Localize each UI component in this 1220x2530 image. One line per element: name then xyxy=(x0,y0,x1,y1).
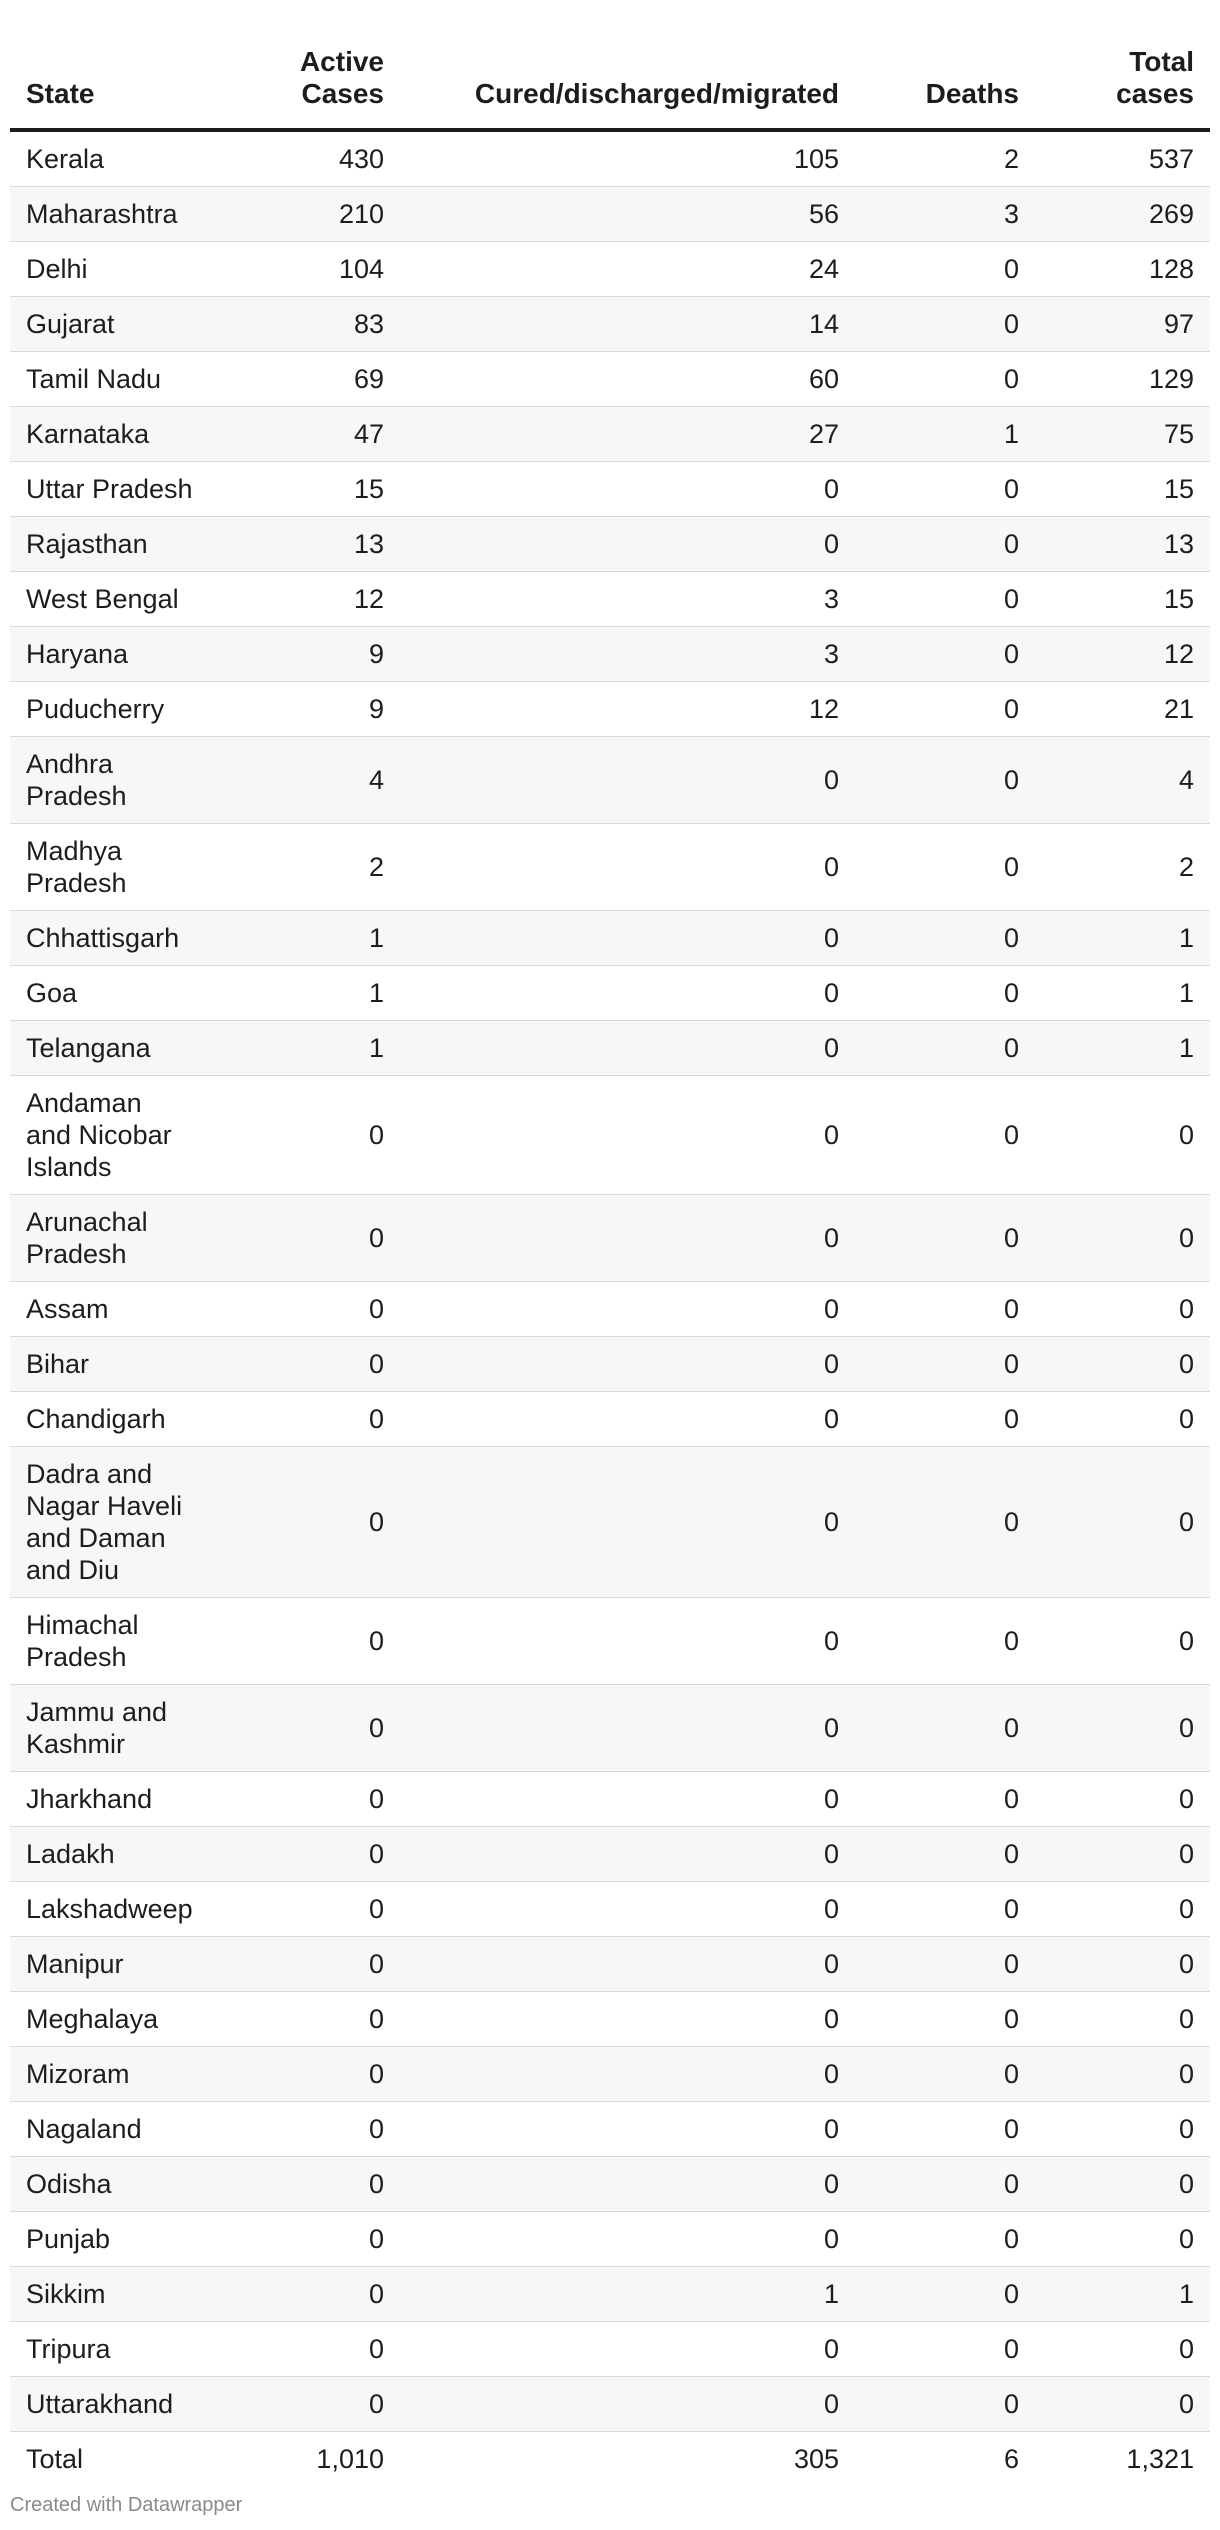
cell-state: Lakshadweep xyxy=(10,1882,210,1937)
column-header-cured[interactable]: Cured/discharged/migrated xyxy=(400,10,855,130)
cell-cured: 0 xyxy=(400,1937,855,1992)
cell-deaths: 0 xyxy=(855,2047,1035,2102)
cell-deaths: 0 xyxy=(855,682,1035,737)
data-table xyxy=(10,10,1210,2486)
cell-state: Nagaland xyxy=(10,2102,210,2157)
cell-cured: 0 xyxy=(400,2212,855,2267)
table-row xyxy=(10,517,1210,572)
cell-active-cases: 0 xyxy=(210,2047,400,2102)
cell-total-cases: 1 xyxy=(1035,1021,1210,1076)
cell-deaths: 0 xyxy=(855,911,1035,966)
table-row xyxy=(10,627,1210,682)
cell-total-cases: 1 xyxy=(1035,911,1210,966)
datawrapper-credit[interactable]: Created with Datawrapper xyxy=(10,2494,243,2516)
cell-total-cases: 0 xyxy=(1035,1076,1210,1195)
cell-deaths: 3 xyxy=(855,187,1035,242)
cell-active-cases: 0 xyxy=(210,1076,400,1195)
cell-active-cases: 0 xyxy=(210,2212,400,2267)
table-row xyxy=(10,2267,1210,2322)
cell-cured: 3 xyxy=(400,627,855,682)
cell-state: Tamil Nadu xyxy=(10,352,210,407)
cell-state: Telangana xyxy=(10,1021,210,1076)
cell-deaths: 0 xyxy=(855,1447,1035,1598)
cell-total-cases: 0 xyxy=(1035,1195,1210,1282)
cell-total-cases: 1 xyxy=(1035,966,1210,1021)
cell-total-cases: 0 xyxy=(1035,1447,1210,1598)
cell-deaths: 0 xyxy=(855,1392,1035,1447)
cell-active-cases: 4 xyxy=(210,737,400,824)
cell-total-cases: 15 xyxy=(1035,572,1210,627)
cell-state: Uttarakhand xyxy=(10,2377,210,2432)
column-header-total-cases[interactable]: Total cases xyxy=(1035,10,1210,130)
cell-state: Delhi xyxy=(10,242,210,297)
cell-cured: 0 xyxy=(400,966,855,1021)
cell-total-cases: 97 xyxy=(1035,297,1210,352)
cell-state: Chandigarh xyxy=(10,1392,210,1447)
cell-total-cases: 0 xyxy=(1035,1685,1210,1772)
cell-state: Ladakh xyxy=(10,1827,210,1882)
table-row xyxy=(10,1447,1210,1598)
cell-cured: 0 xyxy=(400,1827,855,1882)
header-row xyxy=(10,10,1210,130)
cell-total-cases: 129 xyxy=(1035,352,1210,407)
cell-total-cases: 0 xyxy=(1035,1392,1210,1447)
table-row xyxy=(10,737,1210,824)
column-header-state[interactable]: State xyxy=(10,10,210,130)
cell-active-cases: 1 xyxy=(210,911,400,966)
cell-total-cases: 75 xyxy=(1035,407,1210,462)
cell-active-cases: 0 xyxy=(210,2157,400,2212)
cell-cured: 0 xyxy=(400,2322,855,2377)
cell-cured: 0 xyxy=(400,517,855,572)
table-row xyxy=(10,1772,1210,1827)
cell-state: Rajasthan xyxy=(10,517,210,572)
cell-cured: 0 xyxy=(400,1021,855,1076)
cell-state: Andhra Pradesh xyxy=(10,737,210,824)
cell-active-cases: 0 xyxy=(210,1447,400,1598)
cell-deaths: 0 xyxy=(855,1937,1035,1992)
cell-state: Jharkhand xyxy=(10,1772,210,1827)
cell-active-cases: 0 xyxy=(210,1827,400,1882)
cell-cured: 0 xyxy=(400,2102,855,2157)
cell-cured: 0 xyxy=(400,1195,855,1282)
cell-deaths: 0 xyxy=(855,737,1035,824)
cell-total-cases: 0 xyxy=(1035,1937,1210,1992)
totals-label: Total xyxy=(26,2444,84,2474)
table-row xyxy=(10,2047,1210,2102)
cell-total-cases: 13 xyxy=(1035,517,1210,572)
column-header-deaths[interactable]: Deaths xyxy=(855,10,1035,130)
cell-cured: 0 xyxy=(400,1598,855,1685)
cell-total-cases: 2 xyxy=(1035,824,1210,911)
table-row xyxy=(10,1021,1210,1076)
cell-active-cases: 2 xyxy=(210,824,400,911)
cell-active-cases: 0 xyxy=(210,1598,400,1685)
cell-deaths: 0 xyxy=(855,2267,1035,2322)
cell-state: Chhattisgarh xyxy=(10,911,210,966)
cell-total-cases: 0 xyxy=(1035,2102,1210,2157)
cell-deaths: 1 xyxy=(855,407,1035,462)
cell-cured: 0 xyxy=(400,2157,855,2212)
cell-active-cases: 0 xyxy=(210,2322,400,2377)
cell-active-cases: 0 xyxy=(210,2267,400,2322)
cell-total-cases: 0 xyxy=(1035,1992,1210,2047)
cell-total-cases: 0 xyxy=(1035,1827,1210,1882)
cell-state: Odisha xyxy=(10,2157,210,2212)
table-row xyxy=(10,1685,1210,1772)
totals-row xyxy=(10,2432,1210,2487)
cell-deaths: 0 xyxy=(855,1021,1035,1076)
cell-deaths: 0 xyxy=(855,824,1035,911)
cell-deaths: 0 xyxy=(855,627,1035,682)
cell-cured: 0 xyxy=(400,2377,855,2432)
cell-cured: 3 xyxy=(400,572,855,627)
cell-total-cases: 0 xyxy=(1035,2377,1210,2432)
cell-active-cases: 0 xyxy=(210,1772,400,1827)
cell-deaths: 0 xyxy=(855,1772,1035,1827)
cell-state: Sikkim xyxy=(10,2267,210,2322)
cell-active-cases: 0 xyxy=(210,1937,400,1992)
cell-state: Bihar xyxy=(10,1337,210,1392)
totals-cured: 305 xyxy=(793,2444,839,2474)
table-row xyxy=(10,824,1210,911)
cell-deaths: 0 xyxy=(855,462,1035,517)
cell-cured: 0 xyxy=(400,1392,855,1447)
cell-deaths: 0 xyxy=(855,2322,1035,2377)
cell-deaths: 0 xyxy=(855,1282,1035,1337)
cell-cured: 0 xyxy=(400,1685,855,1772)
cell-state: Madhya Pradesh xyxy=(10,824,210,911)
cell-deaths: 2 xyxy=(855,130,1035,187)
cell-state: Uttar Pradesh xyxy=(10,462,210,517)
cell-state: Assam xyxy=(10,1282,210,1337)
cell-deaths: 0 xyxy=(855,1195,1035,1282)
cell-cured: 0 xyxy=(400,1882,855,1937)
cell-active-cases: 0 xyxy=(210,2377,400,2432)
cell-deaths: 0 xyxy=(855,966,1035,1021)
cell-total-cases: 4 xyxy=(1035,737,1210,824)
table-row xyxy=(10,187,1210,242)
cell-active-cases: 0 xyxy=(210,1282,400,1337)
totals-total-cases: 1,321 xyxy=(1126,2444,1194,2474)
table-row xyxy=(10,1827,1210,1882)
cell-active-cases: 104 xyxy=(210,242,400,297)
cell-total-cases: 0 xyxy=(1035,2047,1210,2102)
cell-total-cases: 1 xyxy=(1035,2267,1210,2322)
table-row xyxy=(10,1392,1210,1447)
cell-cured: 0 xyxy=(400,1992,855,2047)
cell-deaths: 0 xyxy=(855,297,1035,352)
cell-active-cases: 0 xyxy=(210,1337,400,1392)
cell-active-cases: 210 xyxy=(210,187,400,242)
cell-deaths: 0 xyxy=(855,352,1035,407)
cell-cured: 0 xyxy=(400,911,855,966)
table-row xyxy=(10,1992,1210,2047)
cell-total-cases: 0 xyxy=(1035,1337,1210,1392)
table-row xyxy=(10,297,1210,352)
cell-cured: 1 xyxy=(400,2267,855,2322)
table-row xyxy=(10,1882,1210,1937)
cell-total-cases: 0 xyxy=(1035,2322,1210,2377)
table-footer xyxy=(10,2432,1210,2487)
cell-state: Punjab xyxy=(10,2212,210,2267)
cell-cured: 0 xyxy=(400,462,855,517)
table-row xyxy=(10,242,1210,297)
cell-active-cases: 0 xyxy=(210,1685,400,1772)
cell-deaths: 0 xyxy=(855,2157,1035,2212)
cell-state: Jammu and Kashmir xyxy=(10,1685,210,1772)
cell-active-cases: 0 xyxy=(210,2102,400,2157)
table-row xyxy=(10,1598,1210,1685)
cell-total-cases: 0 xyxy=(1035,1282,1210,1337)
cell-deaths: 0 xyxy=(855,1337,1035,1392)
cell-deaths: 0 xyxy=(855,572,1035,627)
cell-cured: 56 xyxy=(400,187,855,242)
cell-active-cases: 12 xyxy=(210,572,400,627)
cell-total-cases: 0 xyxy=(1035,2157,1210,2212)
table-row xyxy=(10,2157,1210,2212)
cell-state: Arunachal Pradesh xyxy=(10,1195,210,1282)
cell-state: Karnataka xyxy=(10,407,210,462)
cell-deaths: 0 xyxy=(855,2212,1035,2267)
cell-state: Manipur xyxy=(10,1937,210,1992)
cell-deaths: 0 xyxy=(855,1685,1035,1772)
cell-state: Gujarat xyxy=(10,297,210,352)
cell-active-cases: 47 xyxy=(210,407,400,462)
cell-cured: 0 xyxy=(400,2047,855,2102)
cell-state: Kerala xyxy=(10,130,210,187)
cell-total-cases: 0 xyxy=(1035,2212,1210,2267)
cell-cured: 27 xyxy=(400,407,855,462)
cell-state: Meghalaya xyxy=(10,1992,210,2047)
table-row xyxy=(10,2377,1210,2432)
table-row xyxy=(10,1337,1210,1392)
cell-total-cases: 0 xyxy=(1035,1882,1210,1937)
table-row xyxy=(10,2102,1210,2157)
cell-cured: 0 xyxy=(400,1337,855,1392)
totals-deaths: 6 xyxy=(1003,2444,1019,2474)
cell-cured: 0 xyxy=(400,824,855,911)
cell-cured: 0 xyxy=(400,1282,855,1337)
cell-state: Mizoram xyxy=(10,2047,210,2102)
cell-state: Himachal Pradesh xyxy=(10,1598,210,1685)
cell-total-cases: 0 xyxy=(1035,1598,1210,1685)
column-header-active-cases[interactable]: Active Cases xyxy=(210,10,400,130)
cell-state: Dadra and Nagar Haveli and Daman and Diu xyxy=(10,1447,210,1598)
cell-cured: 0 xyxy=(400,1076,855,1195)
cell-active-cases: 9 xyxy=(210,682,400,737)
table-header xyxy=(10,10,1210,130)
cell-total-cases: 269 xyxy=(1035,187,1210,242)
cell-deaths: 0 xyxy=(855,517,1035,572)
cell-active-cases: 15 xyxy=(210,462,400,517)
cell-active-cases: 0 xyxy=(210,1195,400,1282)
table-body xyxy=(10,130,1210,2432)
table-row xyxy=(10,572,1210,627)
cell-deaths: 0 xyxy=(855,2102,1035,2157)
cell-total-cases: 0 xyxy=(1035,1772,1210,1827)
cell-active-cases: 69 xyxy=(210,352,400,407)
table-row xyxy=(10,462,1210,517)
cell-deaths: 0 xyxy=(855,1827,1035,1882)
table-row xyxy=(10,1282,1210,1337)
cell-cured: 14 xyxy=(400,297,855,352)
cell-active-cases: 0 xyxy=(210,1882,400,1937)
cell-active-cases: 9 xyxy=(210,627,400,682)
cell-cured: 0 xyxy=(400,737,855,824)
table-row xyxy=(10,130,1210,187)
cell-state: Goa xyxy=(10,966,210,1021)
cell-cured: 105 xyxy=(400,130,855,187)
cell-active-cases: 83 xyxy=(210,297,400,352)
cell-deaths: 0 xyxy=(855,242,1035,297)
cell-active-cases: 1 xyxy=(210,1021,400,1076)
cell-total-cases: 15 xyxy=(1035,462,1210,517)
cell-deaths: 0 xyxy=(855,1992,1035,2047)
table-row xyxy=(10,2212,1210,2267)
cell-total-cases: 21 xyxy=(1035,682,1210,737)
cell-active-cases: 13 xyxy=(210,517,400,572)
table-row xyxy=(10,2322,1210,2377)
cell-total-cases: 128 xyxy=(1035,242,1210,297)
cell-total-cases: 12 xyxy=(1035,627,1210,682)
cell-cured: 0 xyxy=(400,1772,855,1827)
table-row xyxy=(10,1937,1210,1992)
table-row xyxy=(10,352,1210,407)
cell-state: Andaman and Nicobar Islands xyxy=(10,1076,210,1195)
cell-deaths: 0 xyxy=(855,1882,1035,1937)
cell-active-cases: 0 xyxy=(210,1392,400,1447)
cell-cured: 12 xyxy=(400,682,855,737)
covid-state-table xyxy=(10,10,1210,2486)
cell-active-cases: 0 xyxy=(210,1992,400,2047)
cell-cured: 0 xyxy=(400,1447,855,1598)
cell-state: Tripura xyxy=(10,2322,210,2377)
cell-state: Puducherry xyxy=(10,682,210,737)
totals-active-cases: 1,010 xyxy=(316,2444,384,2474)
table-row xyxy=(10,407,1210,462)
cell-total-cases: 537 xyxy=(1035,130,1210,187)
table-row xyxy=(10,911,1210,966)
cell-state: West Bengal xyxy=(10,572,210,627)
cell-deaths: 0 xyxy=(855,1076,1035,1195)
cell-deaths: 0 xyxy=(855,2377,1035,2432)
cell-state: Maharashtra xyxy=(10,187,210,242)
cell-cured: 24 xyxy=(400,242,855,297)
table-row xyxy=(10,966,1210,1021)
cell-deaths: 0 xyxy=(855,1598,1035,1685)
table-row xyxy=(10,1195,1210,1282)
cell-state: Haryana xyxy=(10,627,210,682)
table-row xyxy=(10,1076,1210,1195)
cell-cured: 60 xyxy=(400,352,855,407)
table-row xyxy=(10,682,1210,737)
cell-active-cases: 430 xyxy=(210,130,400,187)
cell-active-cases: 1 xyxy=(210,966,400,1021)
